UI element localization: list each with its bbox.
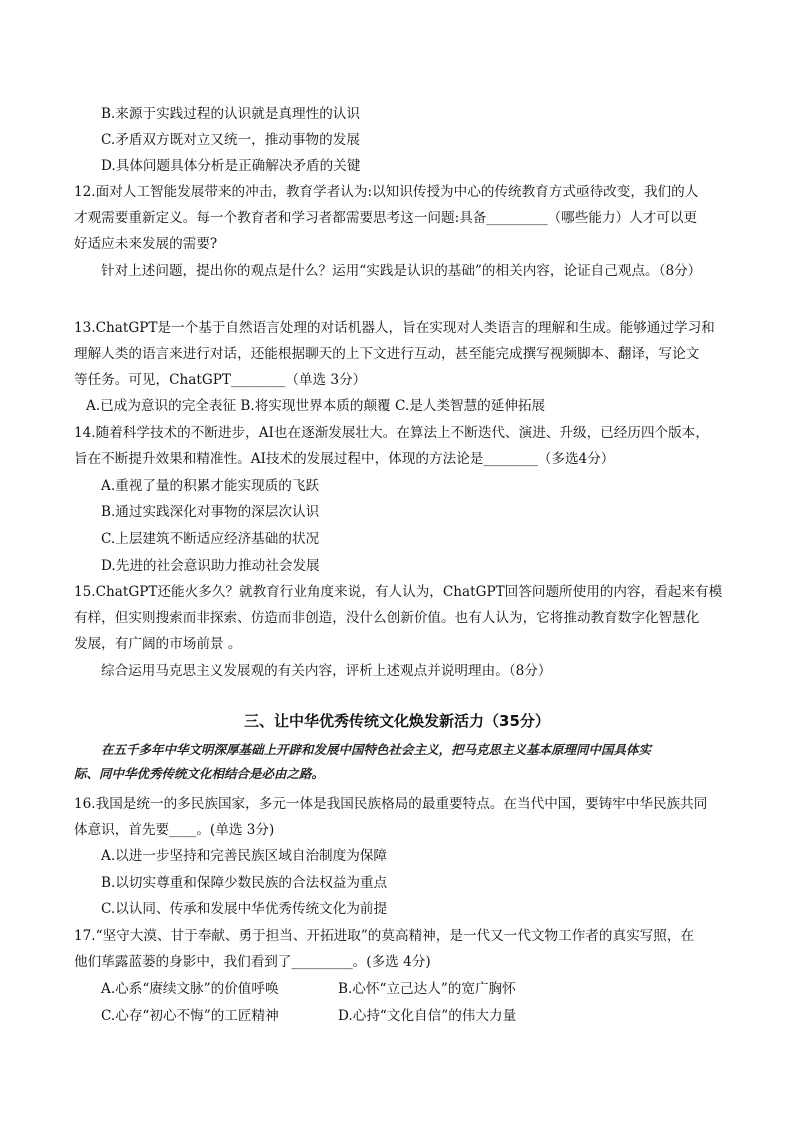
q13-stem-line1: 13.ChatGPT是一个基于自然语言处理的对话机器人，旨在实现对人类语言的理解和生成。能够通过学习和 — [74, 320, 715, 336]
section-intro-line1: 在五千多年中华文明深厚基础上开辟和发展中国特色社会主义，把马克思主义基本原理同中国具体实 — [101, 742, 652, 757]
q11-option-c: C.矛盾双方既对立又统一，推动事物的发展 — [101, 132, 360, 148]
q16-option-c: C.以认同、传承和发展中华优秀传统文化为前提 — [101, 901, 388, 917]
q12-prompt: 针对上述问题，提出你的观点是什么？运用“实践是认识的基础”的相关内容，论证自己观点。（8分） — [101, 263, 702, 279]
q15-stem-line1: 15.ChatGPT还能火多久？就教育行业角度来说，有人认为，ChatGPT回答问题所使用的内容，看起来有模 — [74, 584, 723, 600]
q14-option-a: A.重视了量的积累才能实现质的飞跃 — [101, 478, 320, 494]
q13-stem-line3: 等任务。可见，ChatGPT________（单选 3分） — [74, 372, 367, 388]
q15-prompt: 综合运用马克思主义发展观的有关内容，评析上述观点并说明理由。（8分） — [101, 663, 552, 679]
q12-stem-line2: 才观需要重新定义。每一个教育者和学习者都需要思考这一问题:具备_________（哪些能力）人才可以更 — [74, 210, 698, 226]
q12-stem-line3: 好适应未来发展的需要? — [74, 236, 218, 252]
q17-option-a: A.心系“赓续文脉”的价值呼唤 — [101, 981, 279, 997]
q16-option-a: A.以进一步坚持和完善民族区域自治制度为保障 — [101, 848, 388, 864]
section-heading: 三、让中华优秀传统文化焕发新活力（35分） — [244, 712, 550, 730]
q11-option-d: D.具体问题具体分析是正确解决矛盾的关键 — [101, 158, 361, 174]
q16-option-b: B.以切实尊重和保障少数民族的合法权益为重点 — [101, 875, 388, 891]
q15-stem-line3: 发展，有广阔的市场前景 。 — [74, 636, 242, 652]
q17-option-b: B.心怀“立己达人”的宽广胸怀 — [338, 981, 516, 997]
q14-stem-line2: 旨在不断提升效果和精准性。AI技术的发展过程中，体现的方法论是________（多选4分） — [74, 451, 615, 467]
q17-stem-line1: 17.“坚守大漠、甘于奉献、勇于担当、开拓进取”的莫高精神，是一代又一代文物工作者的真实写照，在 — [74, 928, 695, 944]
q13-options: A.已成为意识的完全表征 B.将实现世界本质的颠覆 C.是人类智慧的延伸拓展 — [86, 398, 546, 414]
q13-stem-line2: 理解人类的语言来进行对话，还能根据聊天的上下文进行互动，甚至能完成撰写视频脚本、翻译，写论文 — [74, 346, 700, 362]
q17-option-d: D.心持“文化自信”的伟大力量 — [338, 1008, 517, 1024]
q11-option-b: B.来源于实践过程的认识就是真理性的认识 — [101, 106, 360, 122]
q14-option-c: C.上层建筑不断适应经济基础的状况 — [101, 531, 320, 547]
q17-stem-line2: 他们荜露蓝蒌的身影中，我们看到了_________。(多选 4分) — [74, 954, 431, 970]
q16-stem-line1: 16.我国是统一的多民族国家，多元一体是我国民族格局的最重要特点。在当代中国，要铸牢中华民族共同 — [74, 796, 708, 812]
q14-option-d: D.先进的社会意识助力推动社会发展 — [101, 558, 320, 574]
section-intro-line2: 际、同中华优秀传统文化相结合是必由之路。 — [74, 766, 325, 781]
q14-stem-line1: 14.随着科学技术的不断进步，AI也在逐渐发展壮大。在算法上不断迭代、演进、升级，已经历四个版本， — [74, 425, 709, 441]
q14-option-b: B.通过实践深化对事物的深层次认识 — [101, 504, 320, 520]
q16-stem-line2: 体意识，首先要____。(单选 3分) — [74, 822, 275, 838]
q12-stem-line1: 12.面对人工智能发展带来的冲击，教育学者认为:以知识传授为中心的传统教育方式亟待改变，我们的人 — [74, 184, 699, 200]
q15-stem-line2: 有样，但实则搜索而非探索、仿造而非创造，没什么创新价值。也有人认为，它将推动教育数字化智慧化 — [74, 610, 700, 626]
q17-option-c: C.心存“初心不悔”的工匠精神 — [101, 1008, 279, 1024]
